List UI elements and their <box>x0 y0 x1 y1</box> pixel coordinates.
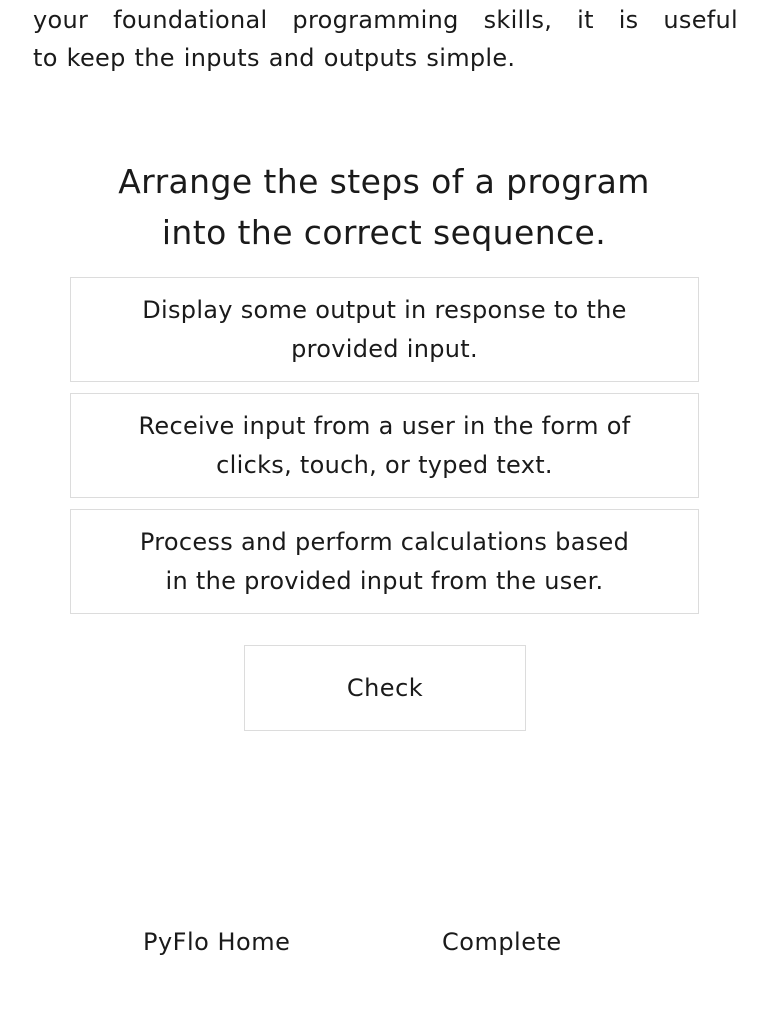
step-card-1-line-1: Display some output in response to the <box>142 295 627 324</box>
sortable-steps-list <box>70 277 699 625</box>
step-card-2[interactable] <box>70 393 699 498</box>
step-card-3[interactable] <box>70 509 699 614</box>
step-card-2-line-2: clicks, touch, or typed text. <box>216 450 553 479</box>
step-card-3-line-2: in the provided input from the user. <box>165 566 604 595</box>
step-card-2-line-1: Receive input from a user in the form of <box>138 411 631 440</box>
intro-line-1: your foundational programming skills, it is useful <box>33 6 738 34</box>
step-card-1-line-2: provided input. <box>291 334 478 363</box>
complete-link[interactable]: Complete <box>442 928 562 956</box>
exercise-heading <box>60 156 708 258</box>
heading-line-2: into the correct sequence. <box>161 213 607 252</box>
pyflo-home-link[interactable]: PyFlo Home <box>143 928 291 956</box>
intro-paragraph <box>33 1 738 77</box>
step-card-1[interactable] <box>70 277 699 382</box>
step-card-3-line-1: Process and perform calculations based <box>139 527 630 556</box>
heading-line-1: Arrange the steps of a program <box>118 162 650 201</box>
intro-line-2: to keep the inputs and outputs simple. <box>33 44 516 72</box>
check-button[interactable]: Check <box>244 645 526 731</box>
